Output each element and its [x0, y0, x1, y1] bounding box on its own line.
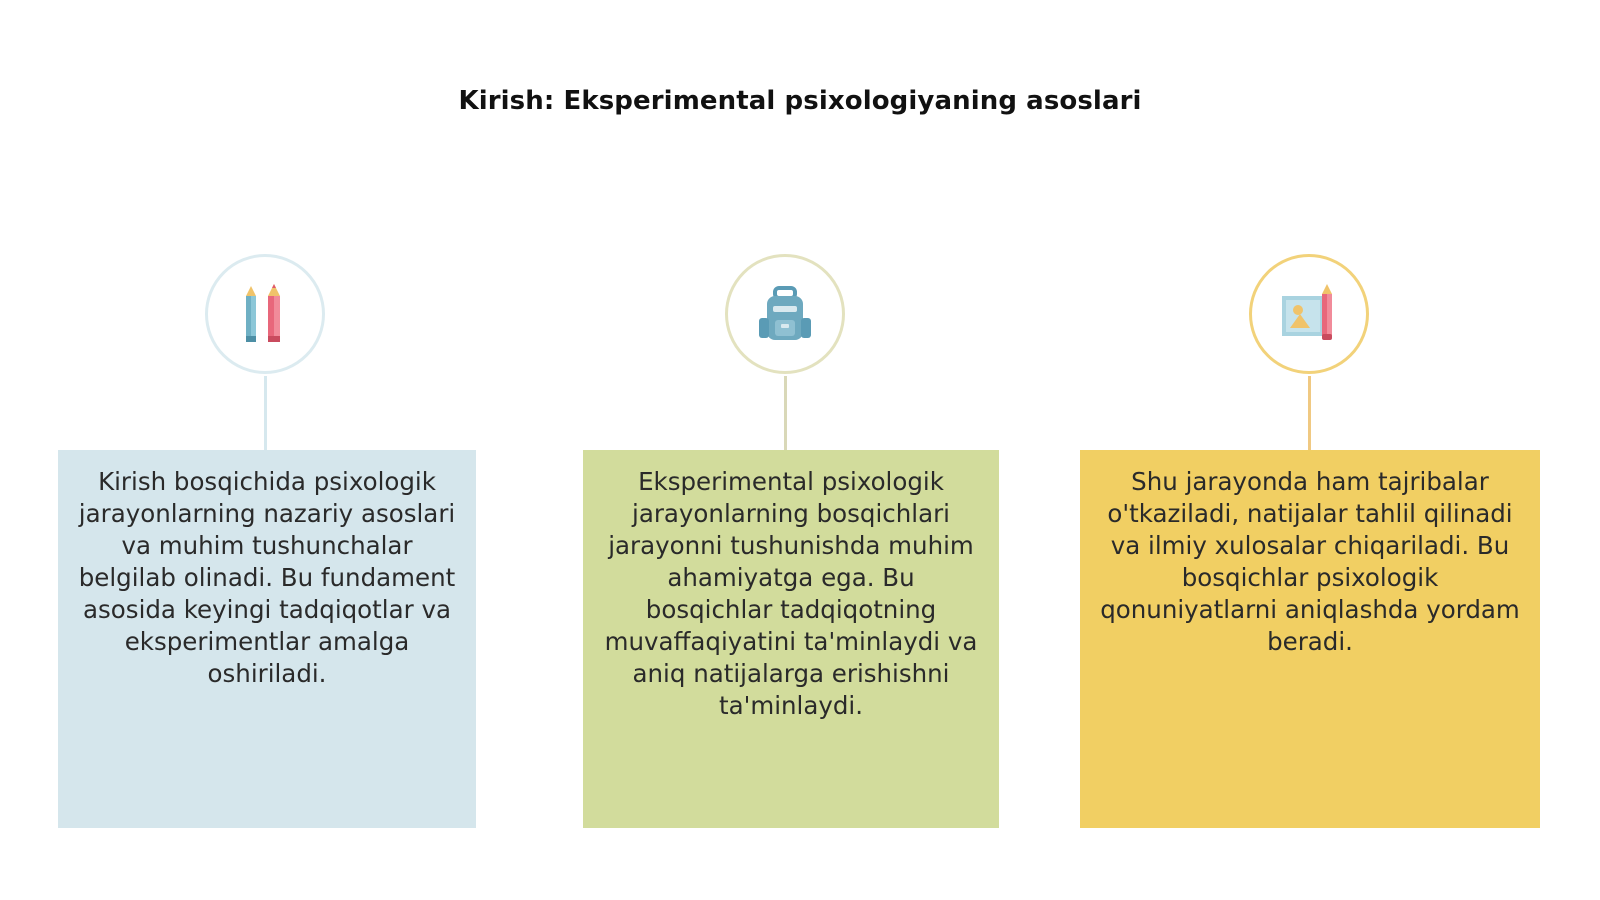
backpack-icon — [755, 284, 815, 344]
drawing-pencil-icon — [1278, 284, 1340, 344]
pencils-icon — [237, 282, 293, 346]
slide-title: Kirish: Eksperimental psixologiyaning asoslari — [458, 86, 1142, 116]
step-card-1 — [58, 450, 476, 828]
step-card-3-text: Shu jarayonda ham tajribalar o'tkaziladi, natijalar tahlil qilinadi va ilmiy xulosalar chiqariladi. Bu bosqichlar psixologik qonuniyatlarni aniqlashda yordam beradi. — [1100, 467, 1520, 656]
connector-line-3 — [1308, 376, 1311, 450]
step-card-2 — [583, 450, 999, 828]
connector-line-1 — [264, 376, 267, 450]
step-card-2-text: Eksperimental psixologik jarayonlarning bosqichlari jarayonni tushunishda muhim ahamiyatga ega. Bu bosqichlar tadqiqotning muvaffaqiyatini ta'minlaydi va aniq natijalarga erishishni ta'minlaydi. — [604, 467, 978, 720]
step-card-3 — [1080, 450, 1540, 828]
icon-circle-2 — [725, 254, 845, 374]
connector-line-2 — [784, 376, 787, 450]
step-card-1-text: Kirish bosqichida psixologik jarayonlarning nazariy asoslari va muhim tushunchalar belgilab olinadi. Bu fundament asosida keyingi tadqiqotlar va eksperimentlar amalga oshiriladi. — [78, 467, 456, 688]
icon-circle-1 — [205, 254, 325, 374]
icon-circle-3 — [1249, 254, 1369, 374]
